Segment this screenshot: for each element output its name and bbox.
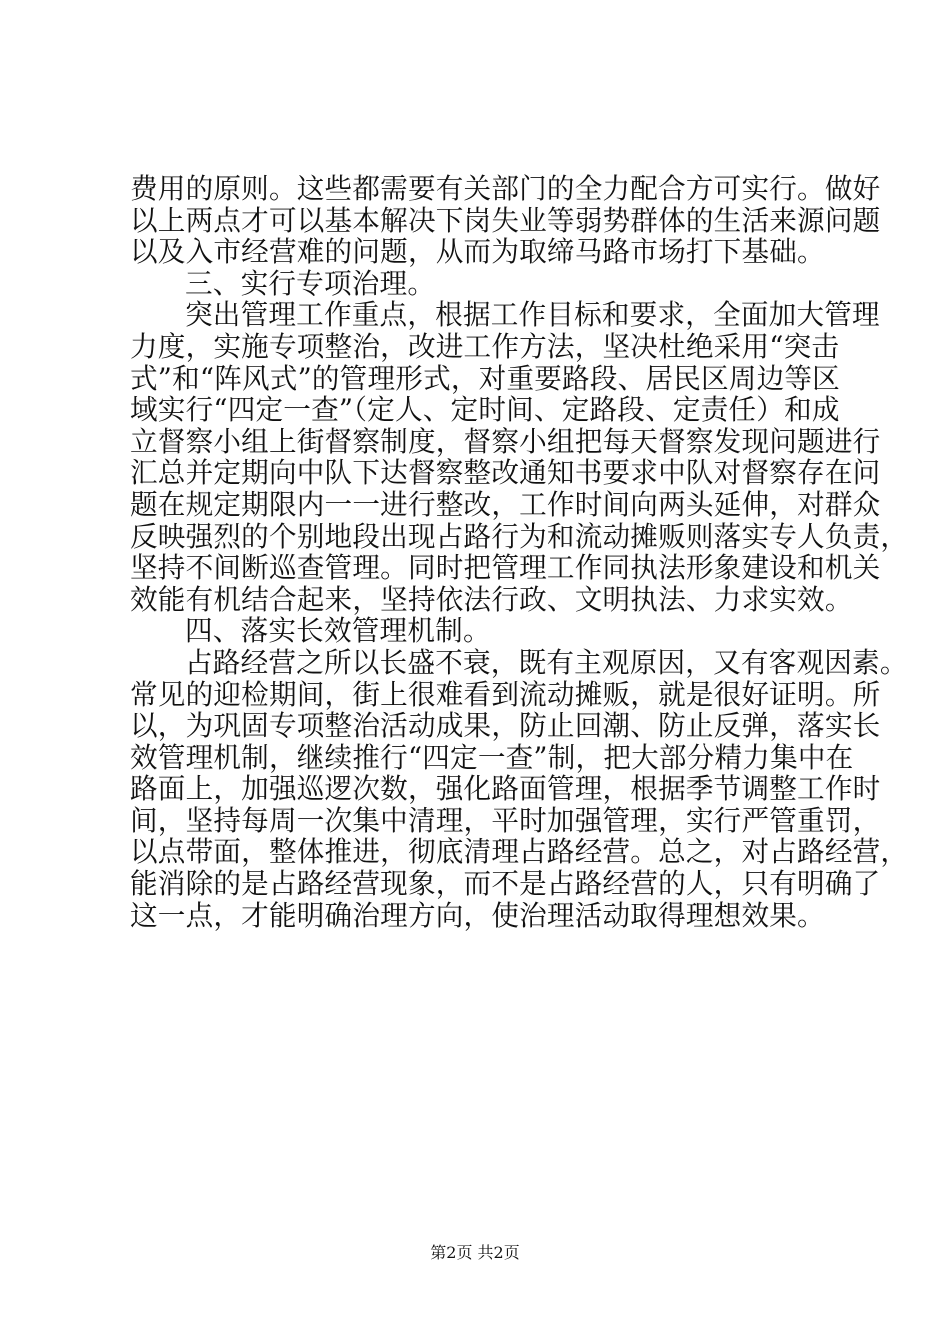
text-line: 题在规定期限内一一进行整改，工作时间向两头延伸，对群众 [130,487,881,521]
text-line: 以上两点才可以基本解决下岗失业等弱势群体的生活来源问题 [130,203,881,237]
text-line: 以，为巩固专项整治活动成果，防止回潮、防止反弹，落实长 [130,709,881,743]
text-line: 效能有机结合起来，坚持依法行政、文明执法、力求实效。 [130,582,853,616]
text-line: 式”和“阵风式”的管理形式，对重要路段、居民区周边等区 [130,361,840,395]
text-line: 域实行“四定一查”（定人、定时间、定路段、定责任）和成 [130,393,840,427]
text-line: 效管理机制，继续推行“四定一查”制，把大部分精力集中在 [130,740,854,774]
page-number-label: 第2页 共2页 [430,1243,520,1262]
text-line: 费用的原则。这些都需要有关部门的全力配合方可实行。做好 [130,172,881,205]
text-line: 占路经营之所以长盛不衰，既有主观原因，又有客观因素。 [185,645,908,679]
text-line: 常见的迎检期间，街上很难看到流动摊贩，就是很好证明。所 [130,677,881,711]
text-line: 路面上，加强巡逻次数，强化路面管理，根据季节调整工作时 [130,772,881,806]
page-footer [0,1242,950,1264]
text-line: 力度，实施专项整治，改进工作方法，坚决杜绝采用“突击 [130,329,840,363]
text-line: 立督察小组上街督察制度，督察小组把每天督察发现问题进行 [130,424,881,458]
text-line: 间，坚持每周一次集中清理，平时加强管理，实行严管重罚， [130,803,881,837]
text-line: 能消除的是占路经营现象，而不是占路经营的人，只有明确了 [130,867,881,901]
text-line: 汇总并定期向中队下达督察整改通知书要求中队对督察存在问 [130,456,881,490]
document-body [130,172,909,932]
text-line: 三、实行专项治理。 [185,266,436,300]
text-line: 以及入市经营难的问题，从而为取缔马路市场打下基础。 [130,235,825,269]
text-line: 突出管理工作重点，根据工作目标和要求，全面加大管理 [185,298,880,332]
text-line: 四、落实长效管理机制。 [185,614,491,648]
text-line: 反映强烈的个别地段出现占路行为和流动摊贩则落实专人负责， [130,519,909,553]
text-line: 这一点，才能明确治理方向，使治理活动取得理想效果。 [130,898,825,932]
text-line: 坚持不间断巡查管理。同时把管理工作同执法形象建设和机关 [130,551,881,585]
text-line: 以点带面，整体推进，彻底清理占路经营。总之，对占路经营， [130,835,909,869]
